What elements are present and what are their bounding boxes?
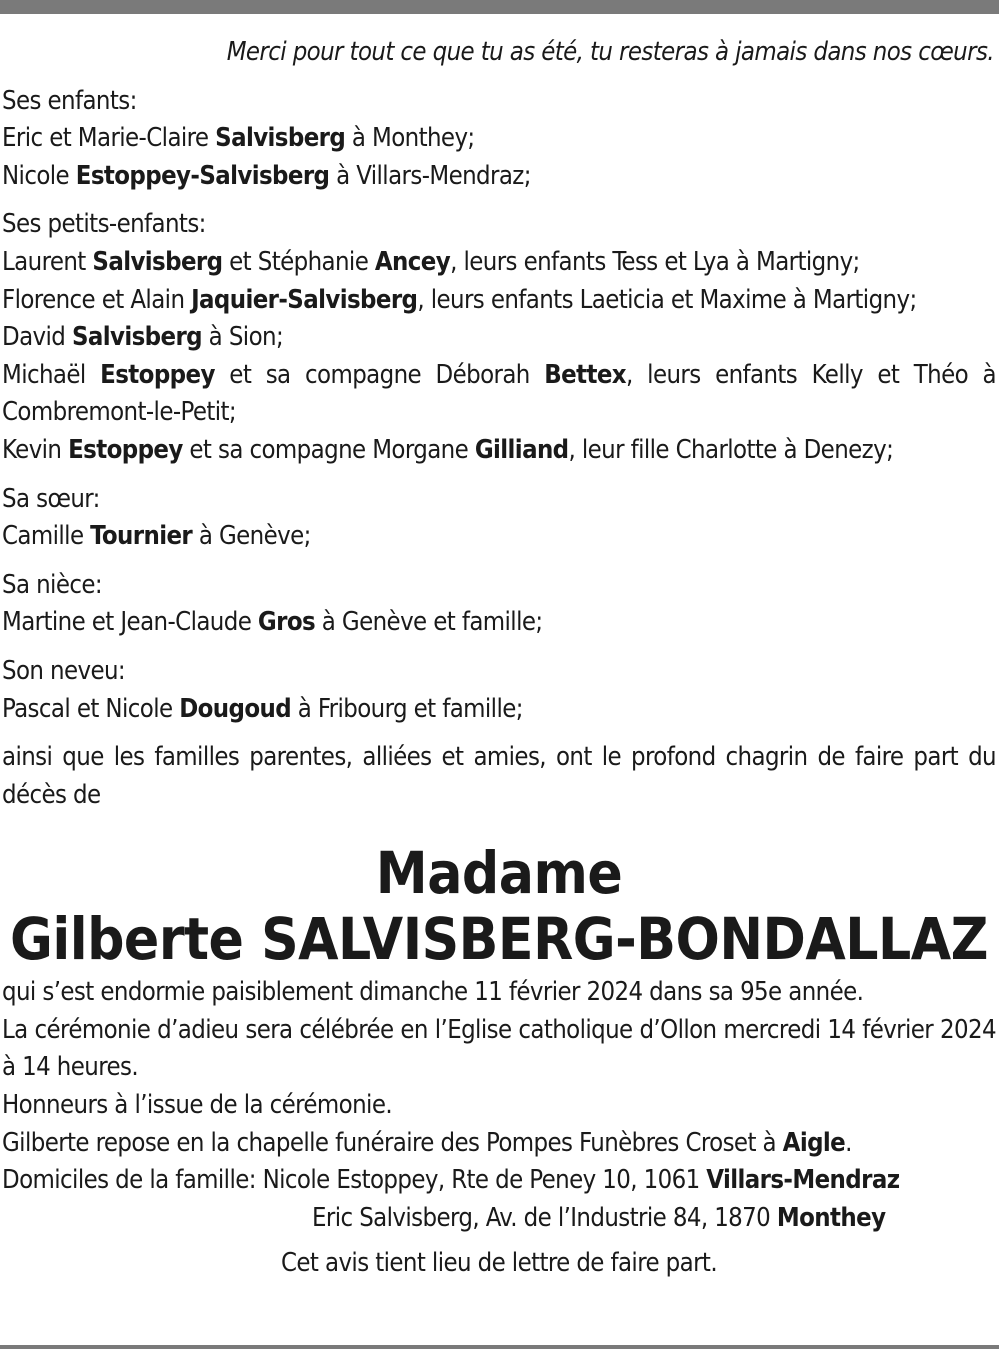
family-domiciles bbox=[2, 1162, 996, 1237]
family-line: Eric et Marie-Claire Salvisberg à Monthey; bbox=[2, 123, 475, 154]
passing-text: qui s’est endormie paisiblement dimanche 11 février 2024 dans sa 95e année. bbox=[2, 977, 864, 1008]
ceremony-text: La cérémonie d’adieu sera célébrée en l’Eglise catholique d’Ollon mercredi 14 février 2024 à 14 heures. bbox=[2, 1014, 996, 1083]
family-line: Martine et Jean-Claude Gros à Genève et famille; bbox=[2, 607, 543, 638]
niece-section bbox=[2, 567, 996, 642]
grandchildren-heading: Ses petits-enfants: bbox=[2, 209, 206, 240]
honours-text: Honneurs à l’issue de la cérémonie. bbox=[2, 1090, 393, 1121]
family-line: Pascal et Nicole Dougoud à Fribourg et famille; bbox=[2, 693, 523, 724]
sister-section bbox=[2, 481, 996, 556]
children-section bbox=[2, 83, 996, 196]
bottom-border bbox=[0, 1345, 999, 1349]
deceased-name: Gilberte SALVISBERG-BONDALLAZ bbox=[10, 905, 988, 974]
grandchildren-section bbox=[2, 206, 996, 469]
family-line: Camille Tournier à Genève; bbox=[2, 521, 311, 552]
domicile-line: Domiciles de la famille: Nicole Estoppey, Rte de Peney 10, 1061 Villars-Mendraz bbox=[2, 1165, 900, 1196]
domicile-line: Eric Salvisberg, Av. de l’Industrie 84, 1870 Monthey bbox=[312, 1202, 886, 1233]
top-border bbox=[0, 0, 999, 14]
domiciles-label: Domiciles de la famille: bbox=[2, 1165, 263, 1196]
family-line: Laurent Salvisberg et Stéphanie Ancey, leurs enfants Tess et Lya à Martigny; bbox=[2, 246, 860, 277]
deceased-title: Madame bbox=[375, 839, 623, 908]
obituary-notice bbox=[2, 34, 996, 1283]
family-line: Kevin Estoppey et sa compagne Morgane Gilliand, leur fille Charlotte à Denezy; bbox=[2, 434, 894, 465]
closing-note: Cet avis tient lieu de lettre de faire part. bbox=[280, 1248, 718, 1279]
rest-text: Gilberte repose en la chapelle funéraire des Pompes Funèbres Croset à Aigle. bbox=[2, 1127, 852, 1158]
family-line: Florence et Alain Jaquier-Salvisberg, leurs enfants Laeticia et Maxime à Martigny; bbox=[2, 284, 917, 315]
niece-heading: Sa nièce: bbox=[2, 569, 103, 600]
epitaph-quote: Merci pour tout ce que tu as été, tu resteras à jamais dans nos cœurs. bbox=[226, 37, 994, 67]
sister-heading: Sa sœur: bbox=[2, 483, 100, 514]
nephew-heading: Son neveu: bbox=[2, 655, 126, 686]
children-heading: Ses enfants: bbox=[2, 85, 137, 116]
family-line: Nicole Estoppey-Salvisberg à Villars-Mendraz; bbox=[2, 160, 531, 191]
family-line: David Salvisberg à Sion; bbox=[2, 322, 284, 353]
nephew-section bbox=[2, 653, 996, 728]
family-line: Michaël Estoppey et sa compagne Déborah Bettex, leurs enfants Kelly et Théo à Combremont-le-Petit; bbox=[2, 359, 996, 428]
announcement-text: ainsi que les familles parentes, alliées et amies, ont le profond chagrin de faire part du décès de bbox=[2, 742, 996, 810]
